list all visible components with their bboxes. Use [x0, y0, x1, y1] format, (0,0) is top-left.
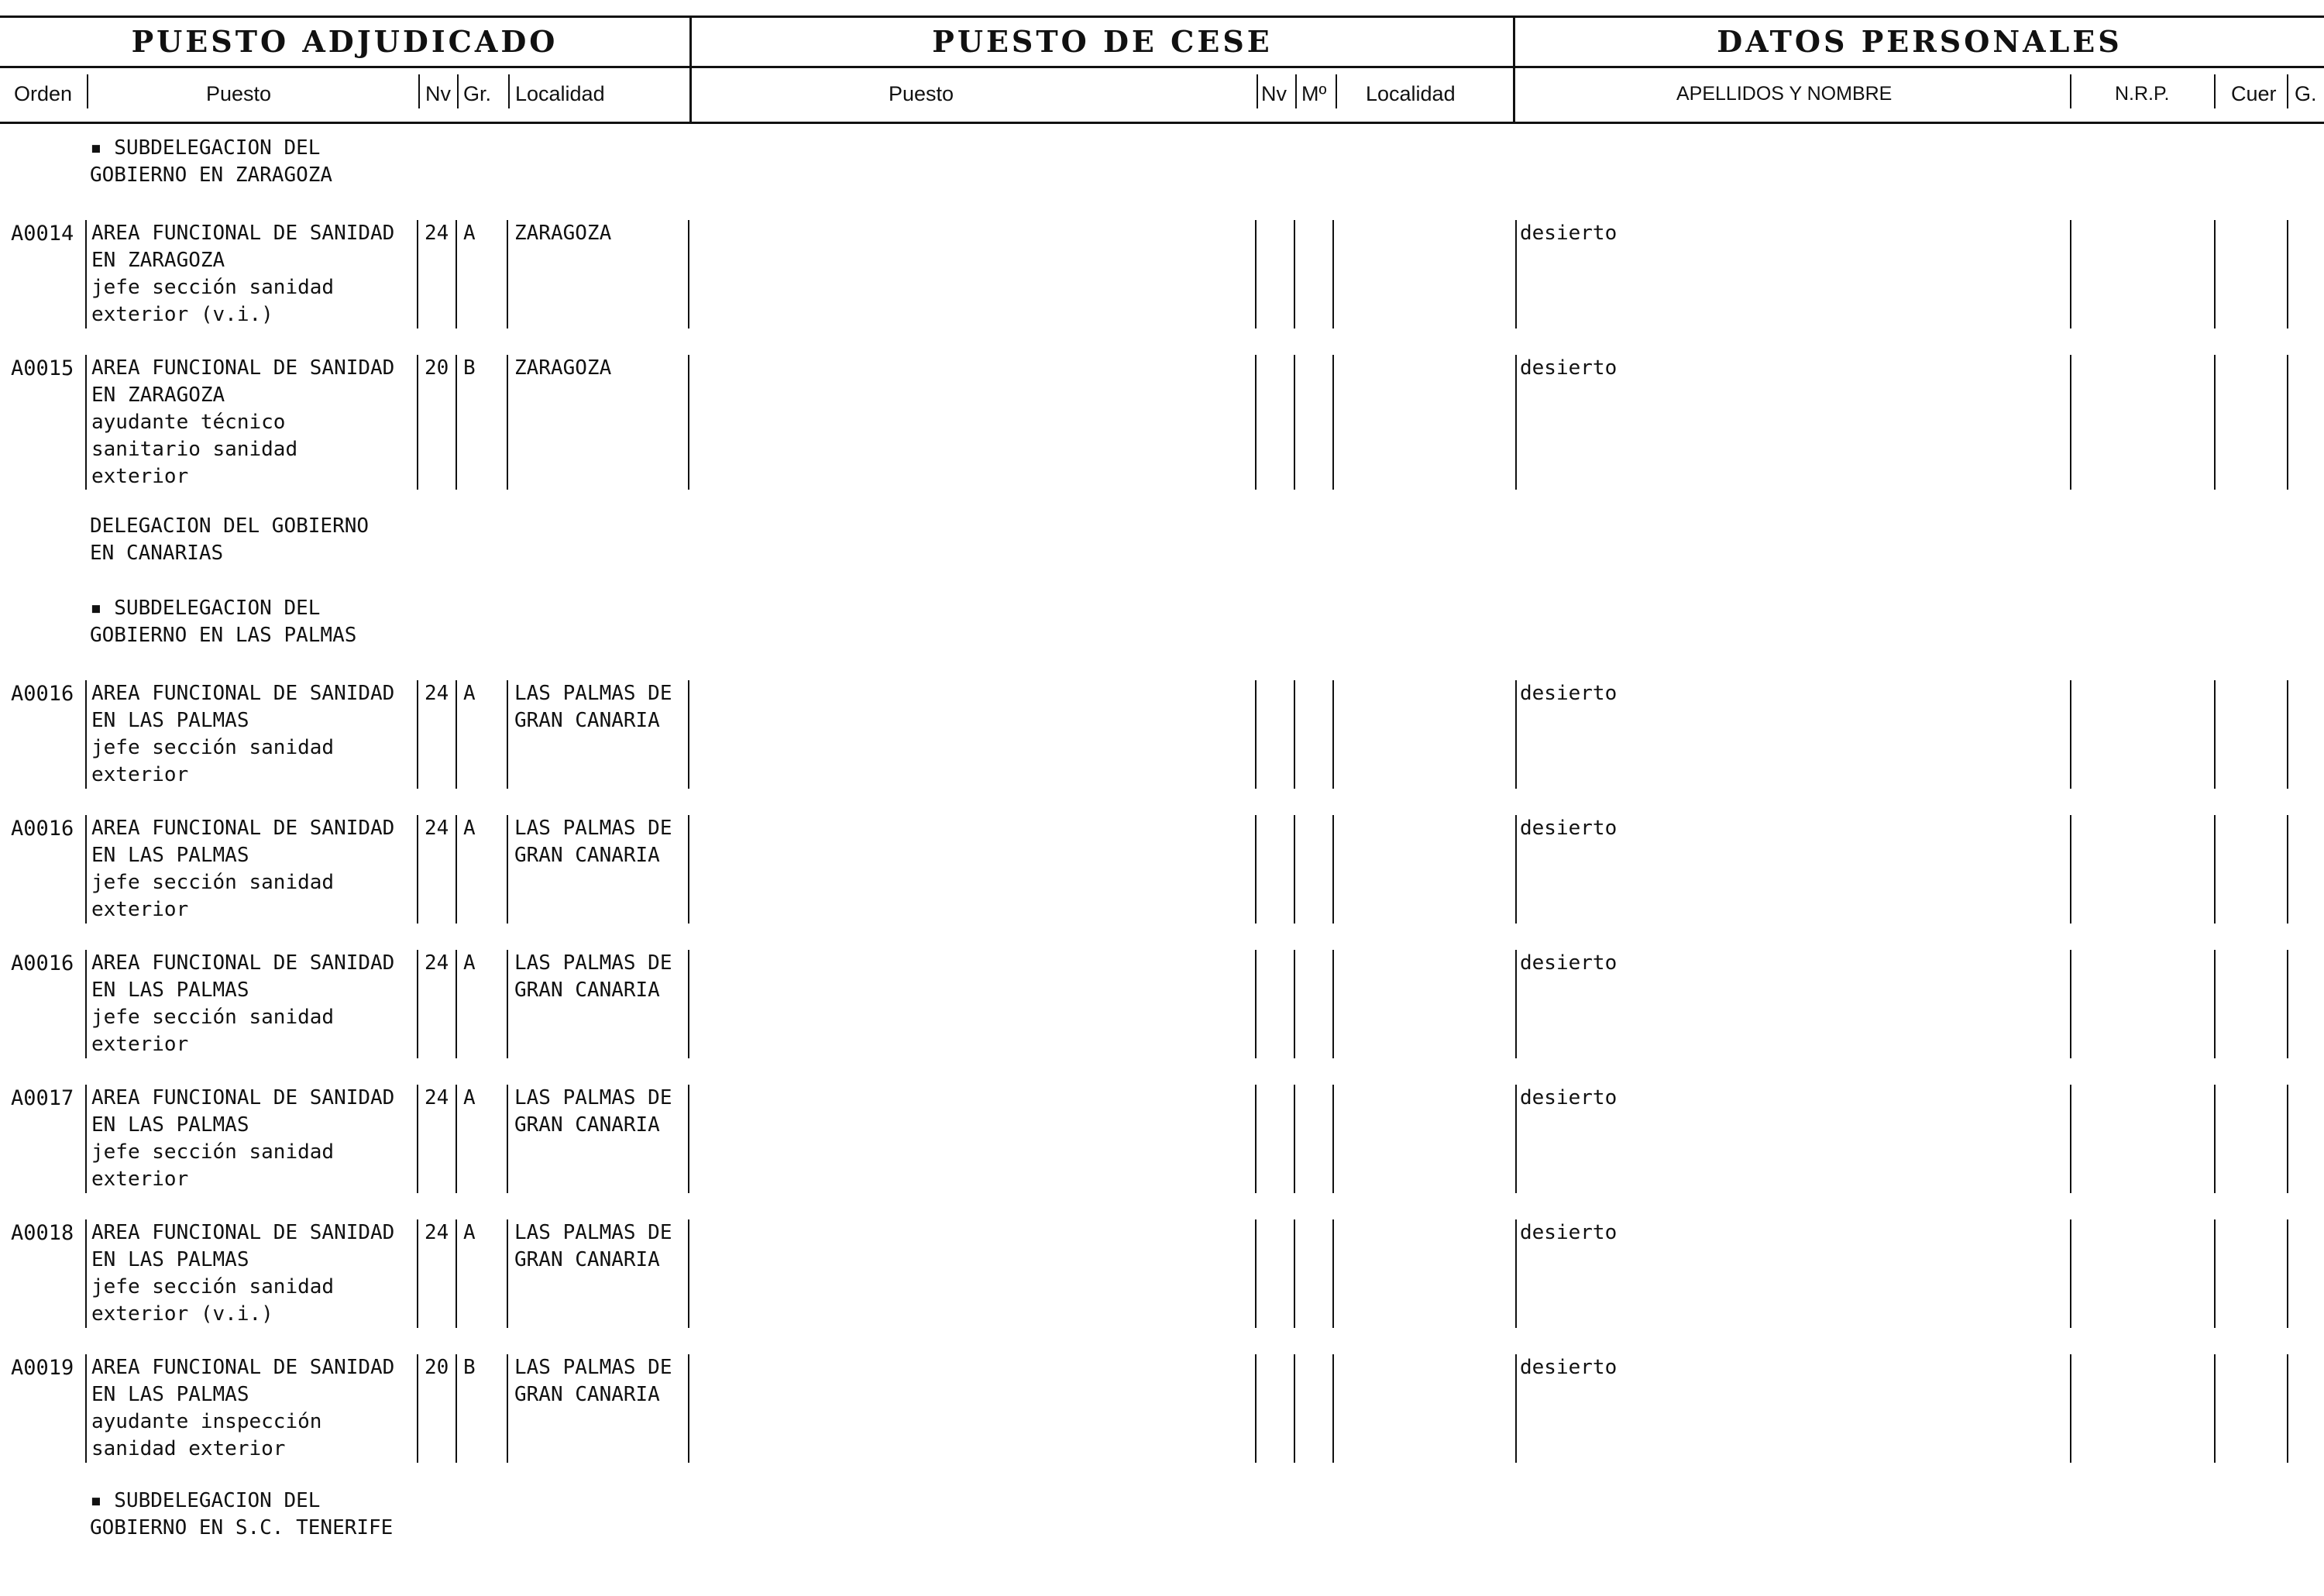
cell-divider [456, 1085, 457, 1193]
row-puesto: AREA FUNCIONAL DE SANIDAD EN LAS PALMAS jefe sección sanidad exterior (v.i.) [91, 1221, 395, 1326]
cell-divider [1255, 815, 1257, 924]
row-apellidos-nombre: desierto [1520, 1086, 1618, 1109]
col-cese-puesto: Puesto [889, 82, 954, 105]
cell-divider [456, 950, 457, 1058]
cell-divider [456, 1354, 457, 1463]
cell-divider [2287, 815, 2288, 924]
cell-divider [85, 355, 87, 490]
cell-divider [417, 355, 418, 490]
cell-divider [85, 220, 87, 328]
row-puesto: AREA FUNCIONAL DE SANIDAD EN LAS PALMAS jefe sección sanidad exterior [91, 951, 395, 1056]
row-puesto: AREA FUNCIONAL DE SANIDAD EN ZARAGOZA jefe sección sanidad exterior (v.i.) [91, 222, 395, 326]
row-localidad: LAS PALMAS DE GRAN CANARIA [514, 817, 672, 867]
column-divider [87, 74, 88, 108]
row-apellidos-nombre: desierto [1520, 222, 1618, 245]
cell-divider [1332, 815, 1334, 924]
col-puesto: Puesto [206, 82, 272, 105]
cell-divider [2070, 680, 2071, 789]
row-localidad: LAS PALMAS DE GRAN CANARIA [514, 1356, 672, 1406]
row-nv: 24 [425, 1086, 449, 1109]
cell-divider [2070, 815, 2071, 924]
cell-divider [456, 815, 457, 924]
column-divider [418, 74, 420, 108]
column-divider [508, 74, 510, 108]
row-localidad: LAS PALMAS DE GRAN CANARIA [514, 1221, 672, 1271]
row-puesto: AREA FUNCIONAL DE SANIDAD EN LAS PALMAS ayudante inspección sanidad exterior [91, 1356, 395, 1460]
table-row [0, 1219, 2324, 1328]
cell-divider [417, 1354, 418, 1463]
row-localidad: LAS PALMAS DE GRAN CANARIA [514, 1086, 672, 1137]
col-nrp: N.R.P. [2115, 83, 2170, 105]
cell-divider [1294, 680, 1295, 789]
table-row [0, 815, 2324, 924]
cell-divider [2287, 680, 2288, 789]
col-cese-localidad: Localidad [1366, 82, 1456, 105]
cell-divider [688, 680, 689, 789]
cell-divider [507, 680, 508, 789]
cell-divider [2214, 815, 2216, 924]
section-heading: ▪ SUBDELEGACION DEL GOBIERNO EN ZARAGOZA [90, 136, 333, 187]
row-orden: A0017 [11, 1086, 74, 1110]
column-divider [1257, 74, 1258, 108]
column-divider [1336, 74, 1337, 108]
cell-divider [1332, 950, 1334, 1058]
cell-divider [1255, 1354, 1257, 1463]
row-nv: 20 [425, 1356, 449, 1379]
cell-divider [688, 815, 689, 924]
cell-divider [2070, 220, 2071, 328]
cell-divider [2070, 355, 2071, 490]
column-divider [2214, 74, 2216, 108]
row-localidad: LAS PALMAS DE GRAN CANARIA [514, 951, 672, 1002]
cell-divider [1255, 220, 1257, 328]
row-orden: A0015 [11, 356, 74, 380]
row-gr: A [463, 682, 476, 705]
row-nv: 24 [425, 682, 449, 705]
cell-divider [1255, 680, 1257, 789]
cell-divider [2070, 1085, 2071, 1193]
row-nv: 24 [425, 817, 449, 840]
cell-divider [1294, 355, 1295, 490]
cell-divider [507, 220, 508, 328]
cell-divider [2214, 1219, 2216, 1328]
table-row [0, 220, 2324, 328]
col-cese-nv: Nv [1261, 82, 1287, 105]
row-apellidos-nombre: desierto [1520, 356, 1618, 380]
row-localidad: LAS PALMAS DE GRAN CANARIA [514, 682, 672, 732]
row-apellidos-nombre: desierto [1520, 1221, 1618, 1244]
cell-divider [2214, 355, 2216, 490]
cell-divider [1294, 815, 1295, 924]
cell-divider [2070, 1354, 2071, 1463]
cell-divider [2287, 220, 2288, 328]
cell-divider [2287, 355, 2288, 490]
row-nv: 24 [425, 951, 449, 975]
row-nv: 24 [425, 222, 449, 245]
cell-divider [417, 1219, 418, 1328]
row-localidad: ZARAGOZA [514, 222, 612, 245]
cell-divider [417, 950, 418, 1058]
col-cese-m: Mº [1301, 82, 1327, 105]
cell-divider [507, 1085, 508, 1193]
row-orden: A0014 [11, 222, 74, 246]
cell-divider [1255, 1085, 1257, 1193]
cell-divider [456, 1219, 457, 1328]
row-puesto: AREA FUNCIONAL DE SANIDAD EN LAS PALMAS jefe sección sanidad exterior [91, 682, 395, 786]
row-localidad: ZARAGOZA [514, 356, 612, 380]
col-gr: Gr. [463, 82, 492, 105]
cell-divider [1255, 950, 1257, 1058]
row-apellidos-nombre: desierto [1520, 951, 1618, 975]
cell-divider [688, 950, 689, 1058]
cell-divider [2287, 1085, 2288, 1193]
row-gr: A [463, 222, 476, 245]
cell-divider [456, 220, 457, 328]
puesto-adjudicado-heading: PUESTO ADJUDICADO [131, 24, 559, 59]
column-header-row [0, 68, 2324, 124]
cell-divider [85, 950, 87, 1058]
cell-divider [85, 815, 87, 924]
datos-personales-heading: DATOS PERSONALES [1717, 24, 2123, 59]
column-divider [2287, 74, 2288, 108]
cell-divider [2287, 1354, 2288, 1463]
table-row [0, 1354, 2324, 1463]
cell-divider [417, 220, 418, 328]
row-puesto: AREA FUNCIONAL DE SANIDAD EN LAS PALMAS jefe sección sanidad exterior [91, 817, 395, 921]
row-apellidos-nombre: desierto [1520, 817, 1618, 840]
cell-divider [507, 1354, 508, 1463]
cell-divider [2214, 1085, 2216, 1193]
cell-divider [456, 680, 457, 789]
cell-divider [688, 355, 689, 490]
cell-divider [1332, 1085, 1334, 1193]
cell-divider [85, 1219, 87, 1328]
cell-divider [456, 355, 457, 490]
cell-divider [2214, 950, 2216, 1058]
row-orden: A0019 [11, 1356, 74, 1380]
cell-divider [1294, 220, 1295, 328]
cell-divider [1515, 1354, 1517, 1463]
cell-divider [1515, 355, 1517, 490]
cell-divider [507, 950, 508, 1058]
table-row [0, 355, 2324, 490]
cell-divider [1332, 1219, 1334, 1328]
cell-divider [417, 1085, 418, 1193]
column-divider [457, 74, 459, 108]
col-apellidos: APELLIDOS Y NOMBRE [1676, 83, 1893, 105]
cell-divider [1332, 355, 1334, 490]
row-orden: A0016 [11, 682, 74, 706]
cell-divider [688, 1219, 689, 1328]
cell-divider [1515, 950, 1517, 1058]
cell-divider [688, 220, 689, 328]
col-g: G. [2295, 82, 2317, 105]
cell-divider [1332, 680, 1334, 789]
cell-divider [1515, 1085, 1517, 1193]
cell-divider [85, 1085, 87, 1193]
puesto-cese-heading: PUESTO DE CESE [932, 24, 1273, 59]
cell-divider [688, 1354, 689, 1463]
cell-divider [688, 1085, 689, 1193]
row-gr: A [463, 1221, 476, 1244]
row-orden: A0018 [11, 1221, 74, 1245]
section-heading: ▪ SUBDELEGACION DEL GOBIERNO EN LAS PALMAS [90, 597, 357, 647]
col-nv: Nv [425, 82, 451, 105]
cell-divider [2214, 1354, 2216, 1463]
row-gr: B [463, 356, 476, 380]
cell-divider [2214, 220, 2216, 328]
row-nv: 20 [425, 356, 449, 380]
row-nv: 24 [425, 1221, 449, 1244]
cell-divider [85, 1354, 87, 1463]
col-orden: Orden [14, 82, 73, 105]
row-orden: A0016 [11, 951, 74, 975]
row-puesto: AREA FUNCIONAL DE SANIDAD EN ZARAGOZA ayudante técnico sanitario sanidad exterior [91, 356, 395, 488]
cell-divider [2214, 680, 2216, 789]
table-row [0, 1085, 2324, 1193]
cell-divider [507, 815, 508, 924]
cell-divider [1294, 1085, 1295, 1193]
row-gr: A [463, 817, 476, 840]
col-localidad: Localidad [515, 82, 605, 105]
row-apellidos-nombre: desierto [1520, 1356, 1618, 1379]
cell-divider [1515, 220, 1517, 328]
row-orden: A0016 [11, 817, 74, 841]
cell-divider [2070, 950, 2071, 1058]
column-divider [2070, 74, 2071, 108]
cell-divider [2287, 950, 2288, 1058]
cell-divider [1294, 1219, 1295, 1328]
cell-divider [417, 680, 418, 789]
cell-divider [417, 815, 418, 924]
cell-divider [1294, 950, 1295, 1058]
cell-divider [2070, 1219, 2071, 1328]
cell-divider [507, 1219, 508, 1328]
row-gr: A [463, 951, 476, 975]
table-row [0, 950, 2324, 1058]
table-row [0, 680, 2324, 789]
cell-divider [1255, 355, 1257, 490]
cell-divider [1294, 1354, 1295, 1463]
section-heading: ▪ SUBDELEGACION DEL GOBIERNO EN S.C. TENERIFE [90, 1489, 394, 1539]
cell-divider [1515, 815, 1517, 924]
cell-divider [1515, 1219, 1517, 1328]
section-heading: DELEGACION DEL GOBIERNO EN CANARIAS [90, 514, 370, 565]
row-gr: A [463, 1086, 476, 1109]
cell-divider [507, 355, 508, 490]
cell-divider [1332, 220, 1334, 328]
row-puesto: AREA FUNCIONAL DE SANIDAD EN LAS PALMAS jefe sección sanidad exterior [91, 1086, 395, 1191]
row-gr: B [463, 1356, 476, 1379]
col-cuer: Cuer [2231, 82, 2277, 105]
table-header-band [0, 15, 2324, 68]
cell-divider [1332, 1354, 1334, 1463]
cell-divider [85, 680, 87, 789]
cell-divider [2287, 1219, 2288, 1328]
cell-divider [1255, 1219, 1257, 1328]
cell-divider [1515, 680, 1517, 789]
row-apellidos-nombre: desierto [1520, 682, 1618, 705]
column-divider [1295, 74, 1297, 108]
